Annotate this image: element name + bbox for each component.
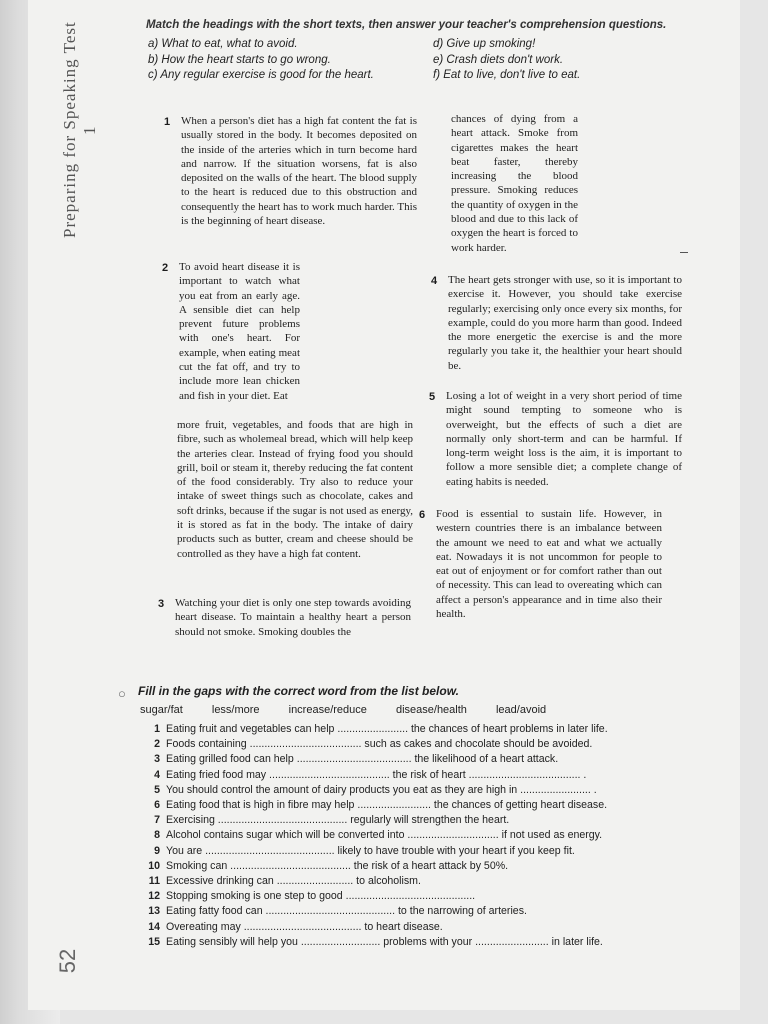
text-2-body-a: To avoid heart disease it is important to watch what you eat from an early age. A sensible diet can help prevent future problems with one's heart. For example, when eating meat cut the fat off, and try to include more lean chicken and fish in your diet. Eat (179, 261, 300, 402)
item-number: 6 (154, 799, 160, 812)
item-number: 11 (148, 875, 160, 888)
text-2-number: 2 (162, 262, 169, 274)
item-number: 10 (148, 859, 160, 872)
heading-row (148, 37, 708, 53)
list-item (140, 874, 720, 889)
list-item (140, 737, 720, 752)
text-5-number: 5 (429, 391, 436, 403)
headings-list (148, 37, 708, 84)
list-item (140, 859, 720, 874)
item-sentence: Stopping smoking is one step to good ............................................ (166, 890, 476, 903)
item-sentence: Overeating may ........................................ to heart disease. (166, 920, 443, 933)
heading-row (148, 68, 708, 84)
item-number: 8 (154, 829, 160, 842)
list-item (140, 935, 720, 950)
item-number: 7 (154, 814, 160, 827)
item-sentence: Eating fruit and vegetables can help ........................ the chances of heart problems in later life. (166, 723, 608, 735)
heading-a: a) What to eat, what to avoid. (148, 38, 298, 50)
item-number: 15 (148, 935, 160, 948)
item-sentence: Eating food that is high in fibre may help ......................... the chances of getting heart disease. (166, 799, 608, 812)
item-number: 3 (154, 753, 160, 766)
list-item (140, 783, 720, 798)
item-number: 9 (154, 844, 160, 857)
text-4-body: The heart gets stronger with use, so it is important to exercise it. However, you should take exercise regularly; exercising only once every six months, for example, could do you more harm than good. Indeed the more energetic the exercise is and the more regularly you take it, the healthier your heart should be. (448, 274, 682, 372)
item-sentence: Foods containing ...................................... such as cakes and chocolate should be avoided. (166, 738, 593, 751)
item-sentence: Eating fatty food can ............................................ to the narrowing of arteries. (166, 905, 527, 918)
text-3-body: Watching your diet is only one step towards avoiding heart disease. To maintain a healthy heart a person should not smoke. Smoking doubles the (175, 597, 411, 638)
item-number: 4 (154, 768, 160, 781)
item-sentence: You are ............................................ likely to have trouble with your heart if you keep fit. (166, 844, 575, 857)
item-number: 2 (154, 738, 160, 751)
word-option: disease/health (395, 704, 467, 716)
text-3-number: 3 (158, 598, 165, 610)
word-list (140, 704, 720, 716)
item-number: 1 (154, 723, 160, 735)
text-2-body-b: more fruit, vegetables, and foods that are high in fibre, such as wholemeal bread, which will help keep the arteries clear. Instead of frying food you should grill, boil or steam it, thereby reducing the fat content of the food considerably. Try also to reduce your intake of sweet things such as chocolate, cakes and soft drinks, because if the sugar is not used as energy, it is stored as fat in the body. The intake of dairy products such as butter, cream and cheese should be controlled as they have a high fat content. (177, 419, 413, 560)
heading-e: e) Crash diets don't work. (433, 53, 564, 66)
heading-c: c) Any regular exercise is good for the heart. (148, 69, 374, 81)
text-1-body: When a person's diet has a high fat content the fat is usually stored in the body. It becomes deposited on the inside of the arteries which in turn become hard and narrow. If the situation worsens, fat is also deposited on the walls of the heart. The blood supply to the heart is reduced due to this obstruction and consequently the heart has to work much harder. This is the beginning of heart disease. (181, 115, 417, 228)
text-3-continuation: chances of dying from a heart attack. Smoke from cigarettes makes the heart beat faster, thereby increasing the blood pressure. Smoking reduces the quantity of oxygen in the blood and due to this lack of oxygen the heart is forced to work harder. (451, 113, 578, 254)
item-sentence: Excessive drinking can .......................... to alcoholism. (166, 875, 421, 888)
exercise-number-mark: ○ (118, 686, 126, 701)
list-item (140, 828, 720, 843)
gap-fill-exercise (140, 684, 720, 950)
side-title: Preparing for Speaking Test 1 (60, 21, 99, 239)
list-item (140, 920, 720, 935)
list-item (140, 844, 720, 859)
item-sentence: You should control the amount of dairy products you eat as they are high in ........................ . (166, 783, 597, 796)
list-item (140, 752, 720, 767)
item-number: 12 (148, 890, 160, 903)
item-number: 13 (148, 905, 160, 918)
heading-row (148, 53, 708, 69)
list-item (140, 798, 720, 813)
instructions-text: Match the headings with the short texts, then answer your teacher's comprehension questions. (146, 19, 667, 31)
page-number: 52 (55, 948, 81, 974)
matching-instructions (146, 18, 706, 33)
word-option: sugar/fat (140, 704, 183, 716)
exercise-heading: Fill in the gaps with the correct word from the list below. (138, 684, 459, 698)
item-sentence: Eating sensibly will help you ........................... problems with your ......................... in later life. (166, 935, 603, 948)
text-4-number: 4 (431, 275, 438, 287)
heading-f: f) Eat to live, don't live to eat. (433, 69, 581, 81)
item-sentence: Smoking can ......................................... the risk of a heart attack by 50%. (166, 859, 509, 872)
list-item (140, 722, 720, 737)
list-item (140, 904, 720, 919)
item-sentence: Eating fried food may ......................................... the risk of heart ...................................... . (166, 768, 587, 781)
stray-mark (680, 252, 688, 253)
item-sentence: Exercising ............................................ regularly will strengthen the heart. (166, 814, 510, 827)
list-item (140, 813, 720, 828)
text-6-number: 6 (419, 509, 426, 521)
item-number: 5 (154, 783, 160, 796)
heading-d: d) Give up smoking! (433, 38, 536, 50)
word-option: lead/avoid (495, 704, 547, 716)
item-number: 14 (148, 920, 160, 933)
word-option: increase/reduce (288, 704, 367, 716)
word-option: less/more (211, 704, 260, 716)
text-5-body: Losing a lot of weight in a very short period of time might sound tempting to someone who is overweight, but the effects of such a diet are normally only short-term and can be harmful. If long-term weight loss is the aim, it is important to follow a more sensible diet; a complete change of eating habits is needed. (446, 390, 682, 488)
text-1-number: 1 (164, 116, 171, 128)
heading-b: b) How the heart starts to go wrong. (148, 53, 331, 66)
text-6-body: Food is essential to sustain life. However, in western countries there is an imbalance between the amount we need to eat and what we actually eat. Nowadays it is not uncommon for people to eat out of enjoyment or for comfort rather than out of necessity. This can lead to overeating which can affect a person's appearance and in time also their health. (436, 508, 662, 621)
item-sentence: Eating grilled food can help ....................................... the likelihood of a heart attack. (166, 753, 559, 766)
list-item (140, 889, 720, 904)
list-item (140, 768, 720, 783)
item-sentence: Alcohol contains sugar which will be converted into ............................... if not used as energy. (166, 829, 603, 842)
sentence-list (140, 722, 720, 950)
